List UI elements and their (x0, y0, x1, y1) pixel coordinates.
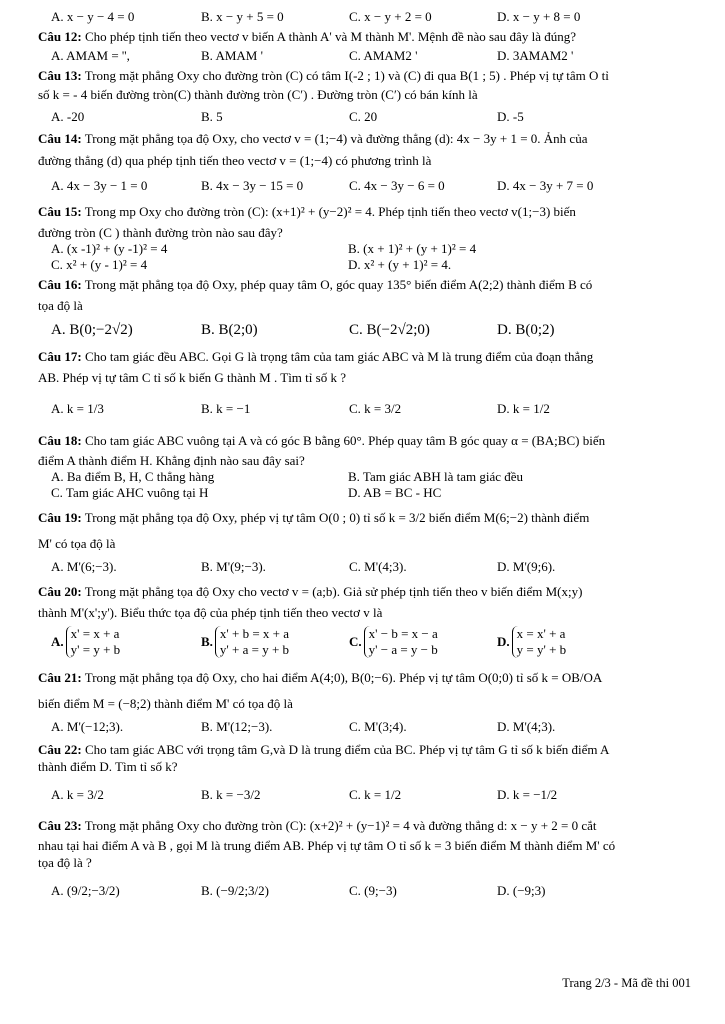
question-16 (38, 273, 692, 297)
option: A. x − y − 4 = 0 (51, 9, 135, 24)
option: B. x − y + 5 = 0 (201, 9, 284, 24)
question-text: Trong mặt phẳng tọa độ Oxy, phép quay tâm O, góc quay 135° biến điểm A(2;2) thành điểm B có (84, 277, 593, 292)
option: D. M'(4;3). (497, 719, 556, 734)
q11-options (38, 7, 692, 27)
question-number: Câu 12: (38, 29, 82, 44)
q17-options (38, 389, 692, 429)
question-20 (38, 581, 692, 603)
option: C. x² + (y - 1)² = 4 (51, 257, 148, 272)
option: D. k = −1/2 (497, 787, 558, 802)
question-number: Câu 15: (38, 204, 82, 219)
question-text-cont: đường thẳng (d) qua phép tịnh tiến theo vectơ v = (1;−4) có phương trình là (38, 153, 432, 168)
question-text: Trong mặt phẳng tọa độ Oxy cho vectơ v = (a;b). Giả sử phép tịnh tiến theo v biến điểm M(x;y) (84, 584, 583, 599)
question-number: Câu 19: (38, 510, 82, 525)
option: B. (x + 1)² + (y + 1)² = 4 (348, 241, 477, 256)
option: D. k = 1/2 (497, 401, 550, 416)
option: D. x = x' + a y = y' + b (497, 626, 567, 657)
option: C. 20 (349, 109, 378, 124)
option: B. k = −1 (201, 401, 251, 416)
question-19 (38, 501, 692, 535)
option: B. M'(9;−3). (201, 559, 266, 574)
question-22 (38, 741, 692, 758)
option: C. B(−2√2;0) (349, 322, 430, 338)
option: A. AMAM = '', (51, 48, 130, 63)
q13-options (38, 107, 692, 127)
option: D. x − y + 8 = 0 (497, 9, 581, 24)
question-12 (38, 28, 692, 45)
option: A. -20 (51, 109, 85, 124)
question-number: Câu 21: (38, 670, 82, 685)
option: A. (x -1)² + (y -1)² = 4 (51, 241, 168, 256)
option: B. M'(12;−3). (201, 719, 273, 734)
option: A. k = 3/2 (51, 787, 104, 802)
option: D. 3AMAM2 ' (497, 48, 574, 63)
question-text: Cho tam giác đều ABC. Gọi G là trọng tâm của tam giác ABC và M là trung điểm của đoạn thẳng (84, 349, 594, 364)
question-text-cont: M' có tọa độ là (38, 536, 116, 551)
question-text: Cho tam giác ABC với trọng tâm G,và D là trung điểm của BC. Phép vị tự tâm G tỉ số k biến điểm A (84, 742, 610, 757)
q20-options (38, 626, 692, 658)
option: A. M'(−12;3). (51, 719, 124, 734)
q23-options (38, 872, 692, 910)
question-number: Câu 23: (38, 818, 82, 833)
q15-options (38, 241, 692, 273)
option: A. B(0;−2√2) (51, 322, 133, 338)
option: A. k = 1/3 (51, 401, 104, 416)
question-text-cont: tọa độ là (38, 298, 83, 313)
option: D. AB = BC - HC (348, 485, 442, 500)
q19-options (38, 554, 692, 580)
q14-options (38, 173, 692, 199)
exam-page (38, 6, 692, 911)
question-21 (38, 661, 692, 695)
option: C. M'(3;4). (349, 719, 407, 734)
question-15 (38, 200, 692, 224)
question-text-cont: nhau tại hai điểm A và B , gọi M là trung điểm AB. Phép vị tự tâm O tỉ số k = 3 biến điểm M thành điểm M' có (38, 838, 616, 853)
option: C. k = 1/2 (349, 787, 402, 802)
question-text: Trong mặt phẳng Oxy cho đường tròn (C) có tâm I(-2 ; 1) và (C) đi qua B(1 ; 5) . Phép vị tự tâm O tỉ (84, 68, 609, 83)
option: D. 4x − 3y + 7 = 0 (497, 178, 594, 193)
question-18 (38, 430, 692, 452)
option: B. 5 (201, 109, 223, 124)
question-text: Trong mặt phẳng Oxy cho đường tròn (C): (x+2)² + (y−1)² = 4 và đường thẳng d: x − y + 2 = 0 cắt (84, 818, 597, 833)
option: B. k = −3/2 (201, 787, 261, 802)
question-text: Trong mặt phẳng tọa độ Oxy, cho hai điểm A(4;0), B(0;−6). Phép vị tự tâm O(0;0) tỉ số k = OB/OA (84, 670, 603, 685)
q18-options (38, 469, 692, 501)
option: D. M'(9;6). (497, 559, 556, 574)
question-text-cont: đường tròn (C ) thành đường tròn nào sau đây? (38, 225, 283, 240)
option: B. 4x − 3y − 15 = 0 (201, 178, 304, 193)
option: D. -5 (497, 109, 524, 124)
question-number: Câu 16: (38, 277, 82, 292)
option: D. x² + (y + 1)² = 4. (348, 257, 452, 272)
question-number: Câu 13: (38, 68, 82, 83)
question-text-cont: biến điểm M = (−8;2) thành điểm M' có tọa độ là (38, 696, 293, 711)
option: A. x' = x + a y' = y + b (51, 626, 121, 657)
option: C. x' − b = x − a y' − a = y − b (349, 626, 438, 657)
question-text-cont: thành điểm D. Tìm tỉ số k? (38, 759, 178, 774)
option: B. AMAM ' (201, 48, 263, 63)
option: A. M'(6;−3). (51, 559, 117, 574)
q12-options (38, 46, 692, 66)
option: B. B(2;0) (201, 322, 258, 338)
q22-options (38, 776, 692, 814)
q16-options (38, 315, 692, 345)
option: C. Tam giác AHC vuông tại H (51, 485, 209, 500)
option: D. (−9;3) (497, 883, 546, 898)
option: B. Tam giác ABH là tam giác đều (348, 469, 524, 484)
option: A. (9/2;−3/2) (51, 883, 120, 898)
option: B. x' + b = x + a y' + a = y + b (201, 626, 290, 657)
option: D. B(0;2) (497, 322, 555, 338)
question-text-cont: số k = - 4 biến đường tròn(C) thành đường tròn (C′) . Đường tròn (C′) có bán kính là (38, 87, 478, 102)
option: C. 4x − 3y − 6 = 0 (349, 178, 445, 193)
option: C. M'(4;3). (349, 559, 407, 574)
question-number: Câu 18: (38, 433, 82, 448)
question-text: Cho phép tịnh tiến theo vectơ v biến A thành A' và M thành M'. Mệnh đề nào sau đây là đúng? (84, 29, 576, 44)
option: C. (9;−3) (349, 883, 397, 898)
question-14 (38, 128, 692, 150)
option: C. k = 3/2 (349, 401, 402, 416)
question-text-cont: điểm A thành điểm H. Khẳng định nào sau đây sai? (38, 453, 305, 468)
question-text: Trong mp Oxy cho đường tròn (C): (x+1)² + (y−2)² = 4. Phép tịnh tiến theo vectơ v(1;−3) biến (84, 204, 576, 219)
question-text: Trong mặt phẳng tọa độ Oxy, phép vị tự tâm O(0 ; 0) tỉ số k = 3/2 biến điểm M(6;−2) thành điểm (84, 510, 590, 525)
question-13 (38, 67, 692, 84)
question-number: Câu 22: (38, 742, 82, 757)
option: A. Ba điểm B, H, C thẳng hàng (51, 469, 215, 484)
option: B. (−9/2;3/2) (201, 883, 269, 898)
option: A. 4x − 3y − 1 = 0 (51, 178, 148, 193)
question-text: Trong mặt phẳng tọa độ Oxy, cho vectơ v = (1;−4) và đường thẳng (d): 4x − 3y + 1 = 0. Ảnh của (84, 131, 588, 146)
question-text-cont: tọa độ là ? (38, 855, 92, 870)
question-number: Câu 17: (38, 349, 82, 364)
option: C. x − y + 2 = 0 (349, 9, 432, 24)
question-17 (38, 346, 692, 368)
question-text: Cho tam giác ABC vuông tại A và có góc B bằng 60°. Phép quay tâm B góc quay α = (BA;BC) biến (84, 433, 606, 448)
question-number: Câu 14: (38, 131, 82, 146)
page-footer: Trang 2/3 - Mã đề thi 001 (562, 976, 691, 990)
question-number: Câu 20: (38, 584, 82, 599)
option: C. AMAM2 ' (349, 48, 418, 63)
q21-options (38, 714, 692, 740)
question-text-cont: thành M'(x';y'). Biểu thức tọa độ của phép tịnh tiến theo vectơ v là (38, 605, 383, 620)
question-23 (38, 815, 692, 837)
question-text-cont: AB. Phép vị tự tâm C tỉ số k biến G thành M . Tìm tỉ số k ? (38, 370, 346, 385)
